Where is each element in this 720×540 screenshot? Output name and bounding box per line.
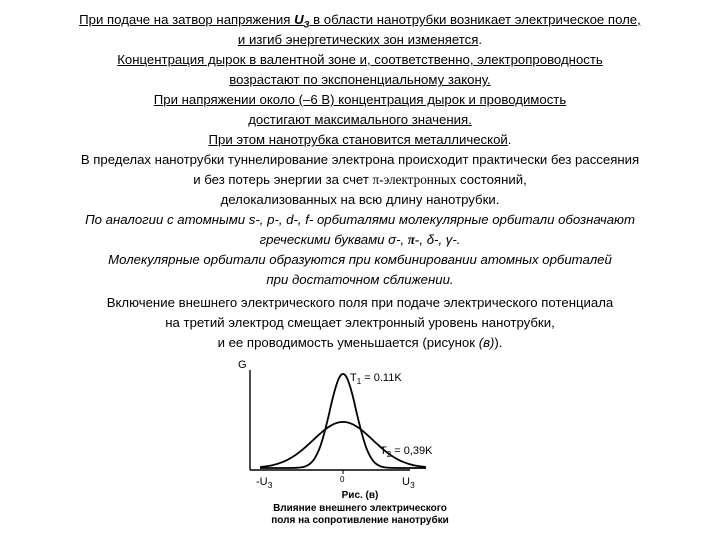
text-seg: в области нанотрубки возникает электрическое поле, bbox=[309, 12, 641, 27]
text-seg: При напряжении около (–6 В) концентрация дырок и проводимость bbox=[153, 92, 567, 107]
text-line-11 bbox=[0, 211, 720, 229]
figure-caption-title: Рис. (в) bbox=[341, 490, 379, 501]
figure-caption-line-2: поля на сопротивление нанотрубки bbox=[271, 515, 449, 526]
text-line-17 bbox=[0, 334, 720, 352]
text-seg: делокализованных на всю длину нанотрубки. bbox=[220, 192, 500, 207]
text-line-15 bbox=[0, 294, 720, 312]
text-seg: Включение внешнего электрического поля при подаче электрического потенциала bbox=[106, 295, 614, 310]
text-seg: и без потерь энергии за счет bbox=[193, 172, 373, 187]
text-seg: на третий электрод смещает электронный уровень нанотрубки, bbox=[165, 315, 555, 330]
text-seg: . bbox=[478, 32, 483, 47]
text-line-2 bbox=[0, 31, 720, 49]
figure-caption-line-1: Влияние внешнего электрического bbox=[273, 503, 447, 514]
text-seg: при достаточном сближении. bbox=[266, 272, 454, 287]
text-line-14 bbox=[0, 271, 720, 289]
x-tick-label-center: 0 bbox=[340, 475, 345, 484]
text-line-12 bbox=[0, 231, 720, 249]
text-line-6 bbox=[0, 111, 720, 129]
text-line-16 bbox=[0, 314, 720, 332]
text-line-4 bbox=[0, 71, 720, 89]
text-seg: В пределах нанотрубки туннелирование электрона происходит практически без рассеяния bbox=[80, 152, 640, 167]
text-seg: . bbox=[507, 132, 512, 147]
text-line-9 bbox=[0, 171, 720, 189]
text-seg: и ее проводимость уменьшается (рисунок bbox=[217, 335, 479, 350]
pi-orbital-symbol: π- bbox=[407, 232, 420, 247]
text-line-5 bbox=[0, 91, 720, 109]
text-seg: , δ-, γ-. bbox=[419, 232, 461, 247]
y-axis-label: G bbox=[238, 359, 247, 371]
pi-electron-term: π-электронных bbox=[372, 172, 457, 187]
figure-reference: (в) bbox=[478, 335, 495, 350]
text-seg: возрастают по экспоненциальному закону. bbox=[229, 72, 491, 87]
text-seg: При этом нанотрубка становится металлической bbox=[208, 132, 508, 147]
text-seg: Молекулярные орбитали образуются при комбинировании атомных орбиталей bbox=[108, 252, 612, 267]
conductance-figure bbox=[230, 356, 490, 540]
text-seg: При подаче на затвор напряжения bbox=[79, 12, 295, 27]
text-line-7 bbox=[0, 131, 720, 149]
text-line-10 bbox=[0, 191, 720, 209]
text-seg: ). bbox=[494, 335, 503, 350]
gate-voltage-symbol: $U_З$ bbox=[294, 12, 310, 30]
text-seg: и изгиб энергетических зон изменяется bbox=[237, 32, 479, 47]
text-seg: достигают максимального значения. bbox=[248, 112, 472, 127]
text-seg: греческими буквами σ-, bbox=[259, 232, 408, 247]
legend-label-t1: $T_1 = 0.11K$ bbox=[350, 372, 402, 386]
text-seg: По аналогии с атомными s-, p-, d-, f- орбиталями молекулярные орбитали обозначают bbox=[85, 212, 635, 227]
text-seg: состояний, bbox=[456, 172, 527, 187]
legend-label-t2: $T_2 = 0,39K$ bbox=[380, 445, 433, 459]
text-line-13 bbox=[0, 251, 720, 269]
text-line-3 bbox=[0, 51, 720, 69]
x-tick-label-left: $-U_З$ bbox=[256, 476, 273, 490]
text-seg: Концентрация дырок в валентной зоне и, соответственно, электропроводность bbox=[117, 52, 603, 67]
text-line-8 bbox=[0, 151, 720, 169]
x-tick-label-right: $U_З$ bbox=[402, 476, 415, 490]
